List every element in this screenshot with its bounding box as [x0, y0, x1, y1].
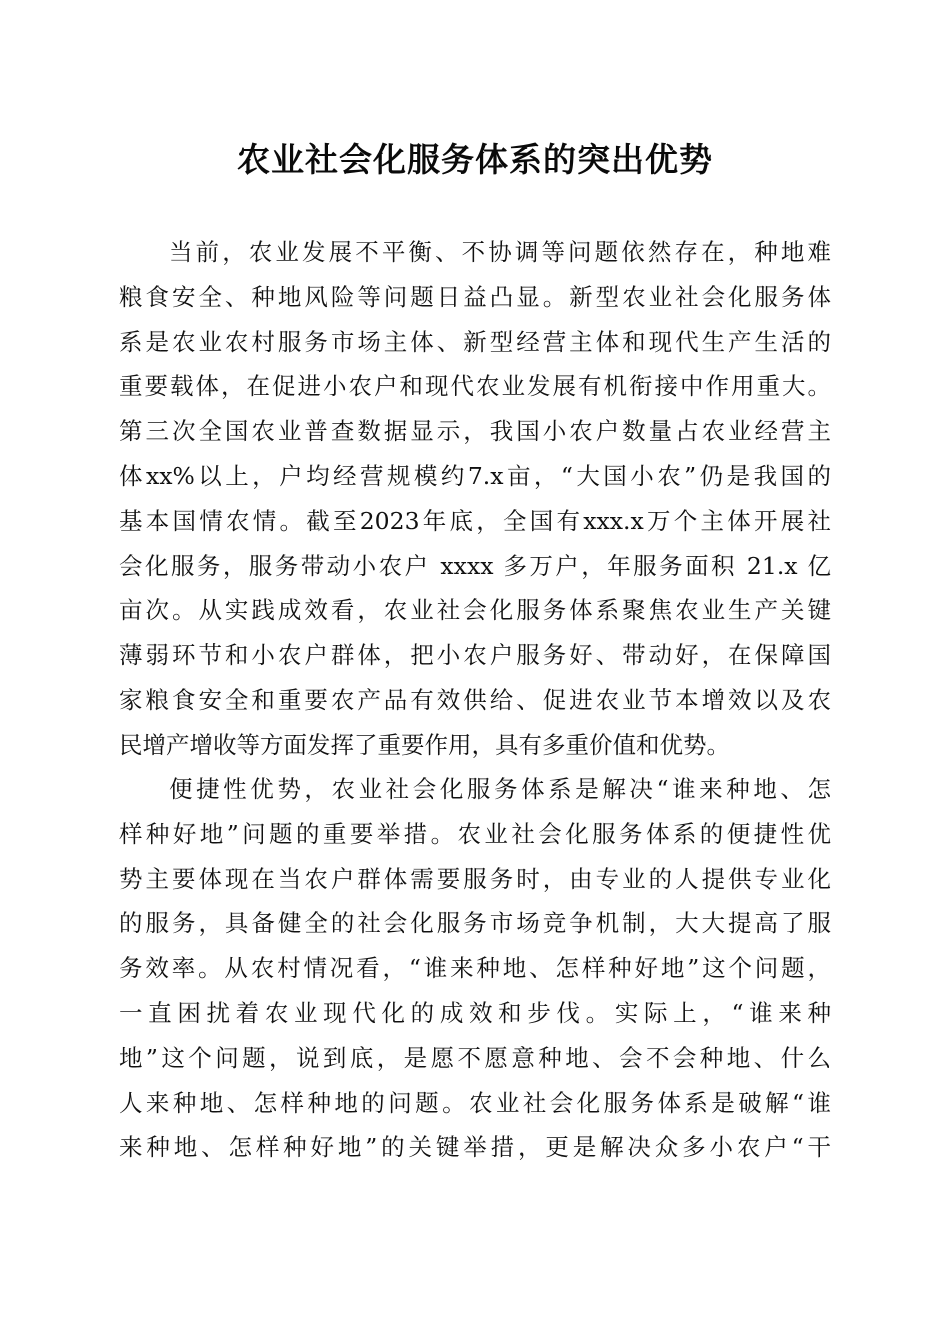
- paragraph-line: 地”这个问题，说到底，是愿不愿意种地、会不会种地、什么: [119, 1043, 831, 1072]
- paragraph-line: 体xx%以上，户均经营规模约7.x亩，“大国小农”仍是我国的: [119, 461, 831, 490]
- paragraph-line: 便捷性优势，农业社会化服务体系是解决“谁来种地、怎: [169, 775, 831, 803]
- paragraph-1: [119, 230, 831, 768]
- paragraph-line: 重要载体，在促进小农户和现代农业发展有机衔接中作用重大。: [119, 372, 831, 401]
- paragraph-line: 样种好地”问题的重要举措。农业社会化服务体系的便捷性优: [119, 819, 831, 848]
- paragraph-line: 亩次。从实践成效看，农业社会化服务体系聚焦农业生产关键: [119, 596, 831, 625]
- paragraph-2: [119, 767, 831, 1170]
- paragraph-line: 人来种地、怎样种地的问题。农业社会化服务体系是破解“谁: [119, 1088, 831, 1117]
- paragraph-line: 第三次全国农业普查数据显示，我国小农户数量占农业经营主: [119, 417, 831, 446]
- paragraph-line: 务效率。从农村情况看，“谁来种地、怎样种好地”这个问题，: [119, 954, 831, 983]
- paragraph-line: 会化服务，服务带动小农户 xxxx 多万户，年服务面积 21.x 亿: [119, 551, 831, 580]
- paragraph-line: 来种地、怎样种好地”的关键举措，更是解决众多小农户“干: [119, 1133, 831, 1162]
- paragraph-line: 民增产增收等方面发挥了重要作用，具有多重价值和优势。: [119, 730, 730, 759]
- paragraph-line: 势主要体现在当农户群体需要服务时，由专业的人提供专业化: [119, 864, 831, 893]
- document-title: 农业社会化服务体系的突出优势: [237, 140, 713, 179]
- paragraph-line: 家粮食安全和重要农产品有效供给、促进农业节本增效以及农: [119, 685, 831, 714]
- paragraph-line: 基本国情农情。截至2023年底，全国有xxx.x万个主体开展社: [119, 506, 831, 535]
- paragraph-line: 当前，农业发展不平衡、不协调等问题依然存在，种地难: [169, 238, 831, 266]
- paragraph-line: 系是农业农村服务市场主体、新型经营主体和现代生产生活的: [119, 327, 831, 356]
- paragraph-line: 一直困扰着农业现代化的成效和步伐。实际上，“谁来种: [119, 998, 831, 1027]
- paragraph-line: 粮食安全、种地风险等问题日益凸显。新型农业社会化服务体: [119, 282, 831, 311]
- paragraph-line: 薄弱环节和小农户群体，把小农户服务好、带动好，在保障国: [119, 641, 831, 670]
- paragraph-line: 的服务，具备健全的社会化服务市场竞争机制，大大提高了服: [119, 909, 831, 938]
